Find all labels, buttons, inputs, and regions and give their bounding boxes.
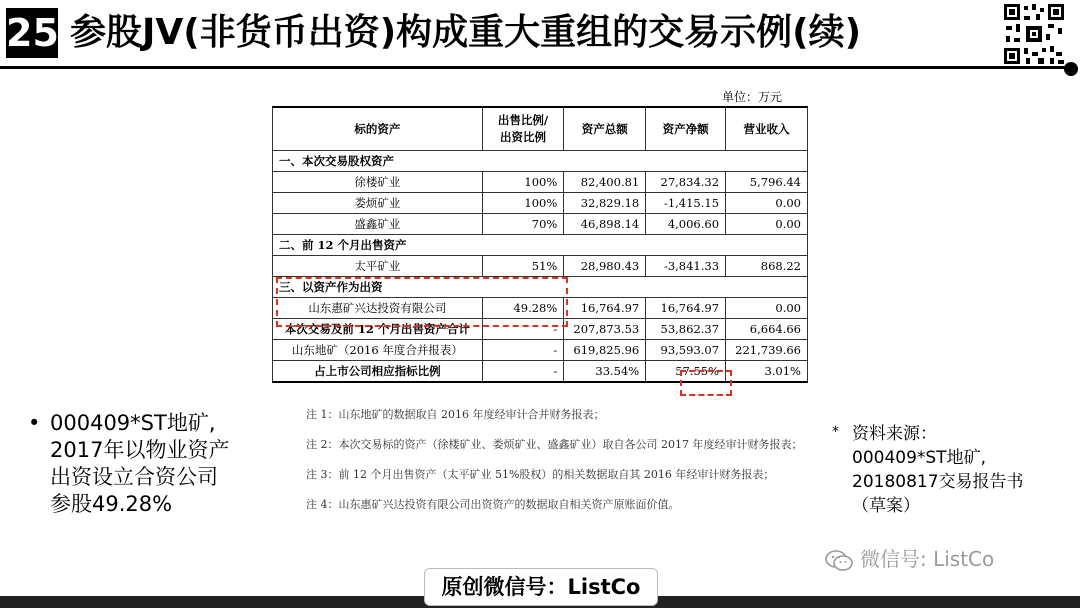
cell-ratio: 70% <box>482 214 564 235</box>
header-ratio <box>482 107 564 151</box>
highlight-box-contribution <box>276 277 568 327</box>
header-revenue: 营业收入 <box>726 107 808 151</box>
cell-revenue: 5,796.44 <box>726 172 808 193</box>
source-note <box>832 422 1072 518</box>
cell-ratio: - <box>482 361 564 383</box>
summary-row <box>273 340 808 361</box>
header-total-assets: 资产总额 <box>564 107 646 151</box>
bullet-point <box>30 410 270 518</box>
source-line: 20180817交易报告书 <box>852 472 1024 492</box>
cell-revenue: 868.22 <box>726 256 808 277</box>
asterisk: * <box>832 424 839 440</box>
cell-name: 盛鑫矿业 <box>273 214 483 235</box>
cell-total: 16,764.97 <box>564 298 646 319</box>
cell-total: 619,825.96 <box>564 340 646 361</box>
corner-dot <box>1064 62 1078 76</box>
unit-label: 单位：万元 <box>722 90 783 104</box>
watermark-text: 微信号: ListCo <box>860 547 995 571</box>
cell-net: -3,841.33 <box>646 256 726 277</box>
cell-total: 33.54% <box>564 361 646 383</box>
bullet-line: 参股49.28% <box>50 492 173 516</box>
table-row <box>273 214 808 235</box>
cell-name: 娄烦矿业 <box>273 193 483 214</box>
wechat-watermark <box>824 543 994 574</box>
cell-name: 徐楼矿业 <box>273 172 483 193</box>
bullet-line: 2017年以物业资产 <box>50 438 230 462</box>
footer-label: 原创微信号：ListCo <box>424 568 658 606</box>
qr-code-icon <box>1002 2 1066 66</box>
cell-revenue: 221,739.66 <box>726 340 808 361</box>
table-row <box>273 172 808 193</box>
cell-name: 太平矿业 <box>273 256 483 277</box>
table-row <box>273 193 808 214</box>
cell-total: 207,873.53 <box>564 319 646 340</box>
header-ratio-line2: 出资比例 <box>500 130 547 144</box>
note-1: 注 1：山东地矿的数据取自 2016 年度经审计合并财务报表； <box>306 408 605 421</box>
cell-name: 占上市公司相应指标比例 <box>273 361 483 383</box>
header-net-assets: 资产净额 <box>646 107 726 151</box>
source-line: （草案） <box>852 496 920 516</box>
cell-total: 82,400.81 <box>564 172 646 193</box>
cell-revenue: 0.00 <box>726 298 808 319</box>
cell-ratio: - <box>482 340 564 361</box>
cell-ratio: - <box>482 319 564 340</box>
cell-ratio: 51% <box>482 256 564 277</box>
section-row <box>273 235 808 256</box>
cell-revenue: 6,664.66 <box>726 319 808 340</box>
header-asset: 标的资产 <box>273 107 483 151</box>
cell-ratio: 49.28% <box>482 298 564 319</box>
slide-title: 参股JV(非货币出资)构成重大重组的交易示例(续) <box>70 12 862 53</box>
cell-net: 16,764.97 <box>646 298 726 319</box>
section-title: 一、本次交易股权资产 <box>273 151 808 172</box>
note-4: 注 4：山东惠矿兴达投资有限公司出资资产的数据取自相关资产原账面价值。 <box>306 498 680 511</box>
transaction-table <box>272 106 808 383</box>
table-notes <box>288 404 808 524</box>
cell-name: 本次交易及前 12 个月出售资产合计 <box>273 319 483 340</box>
section-row <box>273 151 808 172</box>
section-title: 二、前 12 个月出售资产 <box>273 235 808 256</box>
note-3: 注 3：前 12 个月出售资产（太平矿业 51%股权）的相关数据取自其 2016 年经审计财务报表； <box>306 468 775 481</box>
title-underline <box>0 66 1072 69</box>
cell-total: 32,829.18 <box>564 193 646 214</box>
bullet-line: 000409*ST地矿, <box>50 411 216 435</box>
table-header-row <box>273 107 808 151</box>
cell-net: 57.55% <box>646 361 726 383</box>
cell-name: 山东地矿（2016 年度合并报表） <box>273 340 483 361</box>
cell-name: 山东惠矿兴达投资有限公司 <box>273 298 483 319</box>
table-row <box>273 256 808 277</box>
cell-net: 4,006.60 <box>646 214 726 235</box>
cell-total: 46,898.14 <box>564 214 646 235</box>
cell-net: 93,593.07 <box>646 340 726 361</box>
cell-ratio: 100% <box>482 193 564 214</box>
section-title: 三、以资产作为出资 <box>273 277 808 298</box>
cell-revenue: 0.00 <box>726 193 808 214</box>
cell-total: 28,980.43 <box>564 256 646 277</box>
cell-revenue: 3.01% <box>726 361 808 383</box>
header-ratio-line1: 出售比例/ <box>497 113 549 127</box>
cell-net: -1,415.15 <box>646 193 726 214</box>
note-2: 注 2：本次交易标的资产（徐楼矿业、娄烦矿业、盛鑫矿业）取自各公司 2017 年度经审计财务报表； <box>306 438 803 451</box>
cell-revenue: 0.00 <box>726 214 808 235</box>
cell-net: 53,862.37 <box>646 319 726 340</box>
wechat-icon <box>824 548 854 574</box>
bullet-dot-icon: • <box>28 411 41 435</box>
source-line: 000409*ST地矿, <box>852 448 986 468</box>
slide-number: 25 <box>6 8 58 58</box>
header <box>0 0 1080 70</box>
cell-net: 27,834.32 <box>646 172 726 193</box>
bullet-line: 出资设立合资公司 <box>50 465 218 489</box>
highlight-box-net-ratio <box>680 370 732 396</box>
source-line: 资料来源： <box>852 424 937 444</box>
cell-ratio: 100% <box>482 172 564 193</box>
